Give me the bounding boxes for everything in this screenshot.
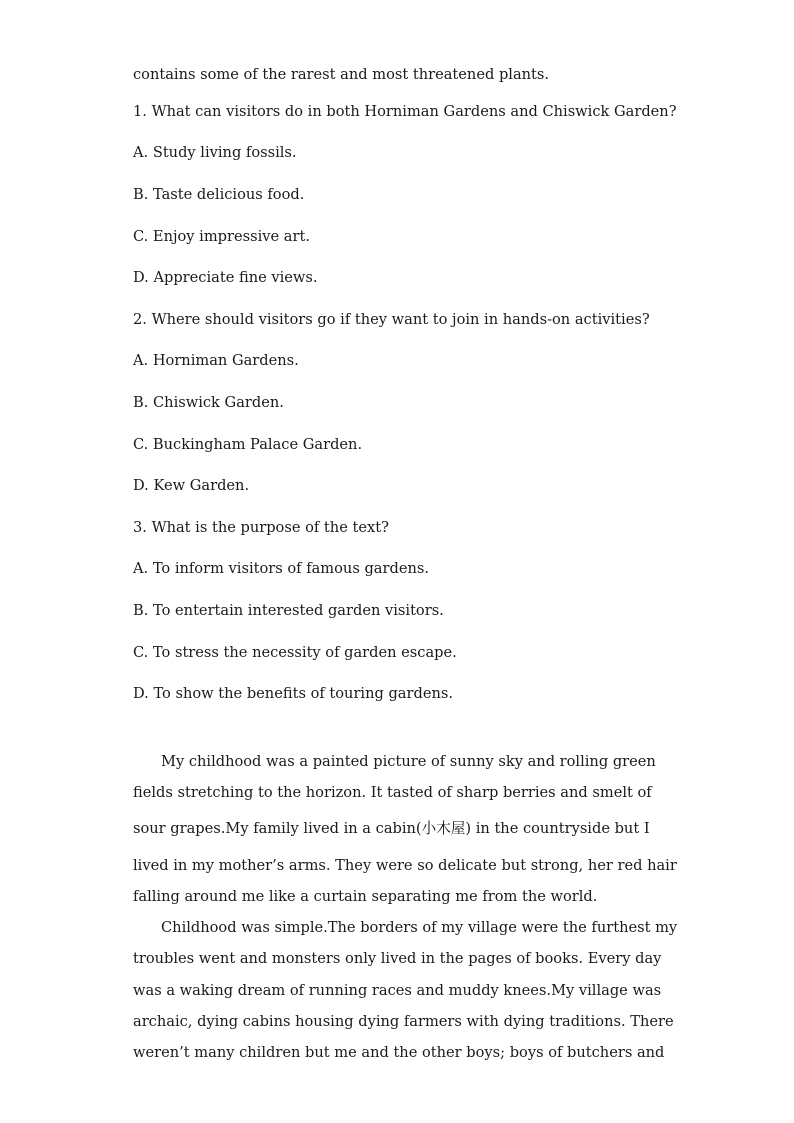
question-3-option-c: C. To stress the necessity of garden escape. [133, 644, 457, 661]
question-1-stem: 1. What can visitors do in both Horniman Gardens and Chiswick Garden? [133, 103, 677, 120]
question-1-option-a: A. Study living fossils. [133, 144, 297, 161]
passage-line: was a waking dream of running races and muddy knees.My village was [133, 982, 662, 999]
passage-line: My childhood was a painted picture of sunny sky and rolling green [161, 753, 656, 770]
passage-line: weren’t many children but me and the other boys; boys of butchers and [133, 1044, 665, 1061]
question-3-stem: 3. What is the purpose of the text? [133, 519, 389, 536]
question-1-option-b: B. Taste delicious food. [133, 186, 305, 203]
question-3-option-d: D. To show the benefits of touring gardens. [133, 685, 453, 702]
question-2-option-c: C. Buckingham Palace Garden. [133, 436, 363, 453]
passage-line: troubles went and monsters only lived in the pages of books. Every day [133, 950, 662, 967]
passage-line: lived in my mother’s arms. They were so delicate but strong, her red hair [133, 857, 677, 874]
passage-line: fields stretching to the horizon. It tasted of sharp berries and smelt of [133, 784, 652, 801]
passage-line: sour grapes.My family lived in a cabin(小木屋) in the countryside but I [133, 820, 650, 837]
passage-line: Childhood was simple.The borders of my village were the furthest my [161, 919, 678, 936]
passage-line: archaic, dying cabins housing dying farmers with dying traditions. There [133, 1013, 674, 1030]
question-2-stem: 2. Where should visitors go if they want to join in hands-on activities? [133, 311, 650, 328]
question-2-option-b: B. Chiswick Garden. [133, 394, 284, 411]
question-2-option-a: A. Horniman Gardens. [133, 352, 299, 369]
question-2-option-d: D. Kew Garden. [133, 477, 250, 494]
question-3-option-b: B. To entertain interested garden visitors. [133, 602, 444, 619]
passage-line: falling around me like a curtain separating me from the world. [133, 888, 598, 905]
question-3-option-a: A. To inform visitors of famous gardens. [133, 560, 429, 577]
question-1-option-c: C. Enjoy impressive art. [133, 228, 310, 245]
intro-text-line: contains some of the rarest and most threatened plants. [133, 66, 550, 83]
question-1-option-d: D. Appreciate fine views. [133, 269, 318, 286]
